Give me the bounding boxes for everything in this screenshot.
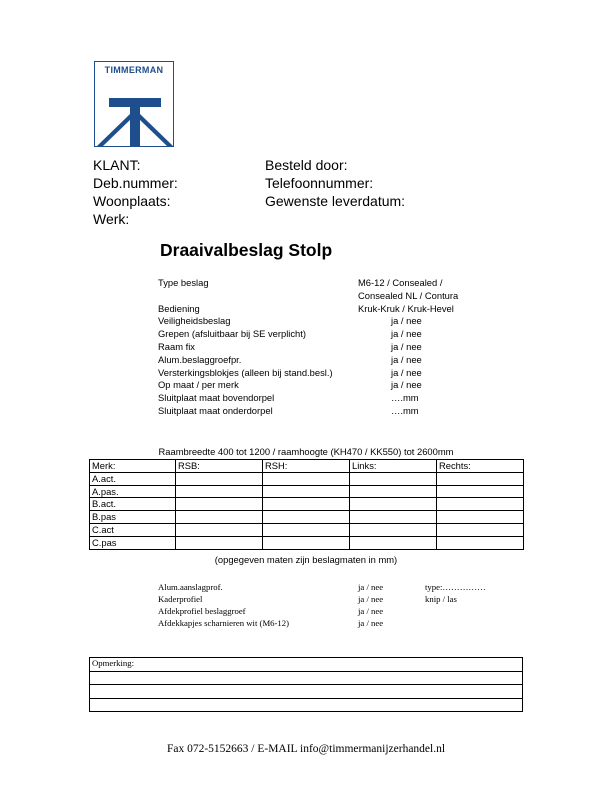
grid-note: (opgegeven maten zijn beslagmaten in mm) (214, 554, 398, 565)
profile-label: Alum.aanslagprof. (158, 582, 223, 592)
table-cell[interactable] (263, 511, 350, 524)
profile-label: Kaderprofiel (158, 594, 203, 604)
table-cell[interactable] (176, 472, 263, 485)
remarks-label: Opmerking: (90, 658, 523, 672)
remarks-field[interactable] (90, 685, 523, 699)
table-cell[interactable] (350, 472, 437, 485)
table-cell[interactable] (350, 523, 437, 536)
row-label: B.pas (90, 511, 176, 524)
profiles-values (358, 581, 418, 629)
option-value: ja / nee (391, 353, 422, 365)
column-header: Links: (350, 460, 437, 473)
table-cell[interactable] (263, 472, 350, 485)
option-value: ja / nee (391, 328, 422, 340)
row-label: B.act. (90, 498, 176, 511)
option-value: ja / nee (391, 366, 422, 378)
option-label: Sluitplaat maat bovendorpel (158, 392, 275, 404)
profiles-labels (158, 581, 358, 629)
table-cell[interactable] (263, 498, 350, 511)
table-row (90, 498, 524, 511)
option-label: Versterkingsblokjes (alleen bij stand.besl.) (158, 366, 333, 378)
table-cell[interactable] (350, 498, 437, 511)
table-cell[interactable] (437, 536, 524, 549)
besteld-door-label: Besteld door: (265, 157, 348, 173)
row-label: A.act. (90, 472, 176, 485)
row-label: A.pas. (90, 485, 176, 498)
table-cell[interactable] (350, 485, 437, 498)
werk-label: Werk: (93, 211, 130, 227)
remarks-field[interactable] (90, 698, 523, 712)
remarks-row (90, 698, 523, 712)
option-value: ….mm (391, 404, 419, 416)
option-value: Consealed NL / Contura (358, 289, 459, 301)
table-cell[interactable] (437, 485, 524, 498)
company-logo (94, 61, 174, 147)
profile-extra: type:…………… (425, 582, 486, 592)
options-labels (158, 277, 358, 418)
table-header-row (90, 460, 524, 473)
table-cell[interactable] (176, 511, 263, 524)
option-value: ja / nee (391, 315, 422, 327)
grid-caption: Raambreedte 400 tot 1200 / raamhoogte (KH470 / KK550) tot 2600mm (158, 446, 454, 457)
option-label: Sluitplaat maat onderdorpel (158, 404, 273, 416)
profiles-extra (425, 581, 525, 605)
column-header: Merk: (90, 460, 176, 473)
profile-value: ja / nee (358, 606, 384, 616)
profile-value: ja / nee (358, 618, 384, 628)
column-header: Rechts: (437, 460, 524, 473)
option-value: ja / nee (391, 379, 422, 391)
table-row (90, 523, 524, 536)
remarks-table (89, 657, 523, 712)
option-label: Type beslag (158, 277, 209, 288)
table-cell[interactable] (437, 511, 524, 524)
debnummer-label: Deb.nummer: (93, 175, 178, 191)
option-value: ja / nee (391, 340, 422, 352)
option-label: Raam fix (158, 340, 195, 352)
remarks-row (90, 671, 523, 685)
table-cell[interactable] (263, 485, 350, 498)
klant-label: KLANT: (93, 157, 141, 173)
page-title: Draaivalbeslag Stolp (160, 240, 333, 260)
table-row (90, 511, 524, 524)
remarks-row (90, 685, 523, 699)
option-value: ….mm (391, 392, 419, 404)
profile-label: Afdekprofiel beslaggroef (158, 606, 246, 616)
option-label: Veiligheidsbeslag (158, 315, 231, 327)
table-cell[interactable] (350, 536, 437, 549)
options-values (358, 277, 518, 418)
telefoonnummer-label: Telefoonnummer: (265, 175, 374, 191)
column-header: RSH: (263, 460, 350, 473)
logo-t-mark (95, 62, 173, 146)
column-header: RSB: (176, 460, 263, 473)
profile-label: Afdekkapjes scharnieren wit (M6-12) (158, 618, 289, 628)
footer-contact: Fax 072-5152663 / E-MAIL info@timmermanijzerhandel.nl (166, 743, 446, 755)
table-cell[interactable] (176, 498, 263, 511)
row-label: C.pas (90, 536, 176, 549)
logo-brand-name: TIMMERMAN (104, 65, 164, 75)
table-cell[interactable] (176, 536, 263, 549)
remarks-row (90, 658, 523, 672)
table-cell[interactable] (176, 485, 263, 498)
table-cell[interactable] (263, 523, 350, 536)
measurement-table (89, 459, 524, 550)
table-cell[interactable] (350, 511, 437, 524)
woonplaats-label: Woonplaats: (93, 193, 171, 209)
table-cell[interactable] (176, 523, 263, 536)
profile-extra: knip / las (425, 594, 457, 604)
option-label: Grepen (afsluitbaar bij SE verplicht) (158, 328, 306, 340)
option-value: Kruk-Kruk / Kruk-Hevel (358, 302, 454, 314)
option-label (158, 290, 358, 303)
gewenste-leverdatum-label: Gewenste leverdatum: (265, 193, 406, 209)
table-cell[interactable] (437, 498, 524, 511)
option-label: Alum.beslaggroefpr. (158, 353, 242, 365)
table-row (90, 472, 524, 485)
option-label: Bediening (158, 302, 200, 314)
table-row (90, 536, 524, 549)
option-label: Op maat / per merk (158, 379, 239, 391)
profile-value: ja / nee (358, 582, 384, 592)
table-cell[interactable] (263, 536, 350, 549)
row-label: C.act (90, 523, 176, 536)
table-row (90, 485, 524, 498)
profile-value: ja / nee (358, 594, 384, 604)
remarks-field[interactable] (90, 671, 523, 685)
option-value: M6-12 / Consealed / (358, 277, 443, 288)
table-cell[interactable] (437, 472, 524, 485)
table-cell[interactable] (437, 523, 524, 536)
